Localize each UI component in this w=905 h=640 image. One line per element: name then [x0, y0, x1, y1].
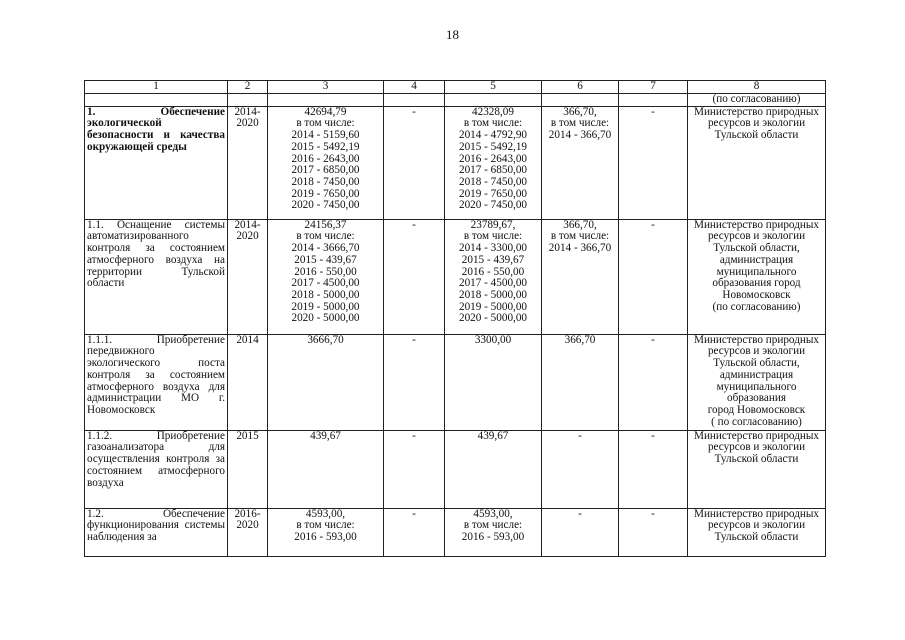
period-line: 2020: [236, 519, 259, 532]
regional-funding-line: 2014 - 3300,00: [458, 242, 528, 255]
responsible-executor-line: Тульской области,: [713, 242, 800, 255]
measure-title-part: 1.1.2. Приобретение: [87, 430, 225, 442]
regional-funding-line: 2016 - 2643,00: [458, 152, 528, 165]
responsible-executor-line: Тульской области: [714, 531, 799, 544]
total-funding-line: 2017 - 4500,00: [291, 277, 360, 290]
header-row: [85, 81, 826, 94]
responsible-executor: [688, 334, 826, 430]
municipal-funding: [542, 106, 619, 219]
period: [228, 508, 268, 556]
responsible-executor-line: образования город: [712, 277, 801, 290]
other-funding: -: [619, 219, 688, 334]
total-funding-line: 2019 - 5000,00: [291, 300, 360, 313]
continuation-note: (по согласованию): [688, 94, 826, 107]
regional-funding: [445, 334, 542, 430]
responsible-executor-line: ресурсов и экологии: [707, 117, 806, 130]
total-funding-line: 24156,37: [304, 219, 347, 231]
period: [228, 334, 268, 430]
measure-title: [85, 334, 228, 430]
period-line: 2020: [236, 117, 259, 130]
municipal-funding-line: 366,70: [564, 334, 596, 346]
regional-funding-line: 2017 - 4500,00: [458, 277, 528, 290]
period: [228, 430, 268, 508]
header-cell: 4: [384, 81, 445, 94]
total-funding-line: 4593,00,: [305, 508, 346, 520]
responsible-executor-line: Новомосковск: [722, 288, 791, 301]
total-funding-line: 2016 - 550,00: [294, 265, 357, 278]
header-cell: 5: [445, 81, 542, 94]
header-cell: 6: [542, 81, 619, 94]
regional-funding-line: в том числе:: [463, 519, 523, 532]
measure-title-part: безопасности: [87, 129, 154, 142]
total-funding-line: 2017 - 6850,00: [291, 164, 360, 177]
total-funding-line: 439,67: [310, 430, 341, 442]
table-row: [85, 219, 826, 334]
responsible-executor-line: образования: [726, 392, 786, 405]
regional-funding-line: 2018 - 7450,00: [458, 175, 528, 188]
federal-funding: -: [384, 106, 445, 219]
measure-title-part: на территории Тульской: [87, 253, 225, 278]
measure-title-part: качества окружающей: [87, 129, 225, 153]
responsible-executor-line: Министерство природных: [694, 334, 819, 346]
measure-title-part: функционирования: [87, 519, 179, 532]
responsible-executor-line: муниципального: [716, 265, 797, 278]
total-funding-line: 2014 - 5159,60: [291, 129, 360, 142]
responsible-executor-line: администрация: [719, 253, 794, 266]
regional-funding: [445, 508, 542, 556]
measure-title-part: контроля за состоянием: [87, 242, 225, 255]
responsible-executor-line: Министерство природных: [694, 508, 819, 520]
municipal-funding-line: в том числе:: [550, 230, 610, 243]
period-line: 2016-: [234, 508, 261, 520]
regional-funding-line: 2014 - 4792,90: [458, 129, 528, 142]
municipal-funding-line: 2014 - 366,70: [548, 129, 612, 142]
total-funding-line: 42694,79: [304, 106, 347, 118]
responsible-executor-line: Тульской области: [714, 129, 799, 142]
regional-funding-line: 2020 - 7450,00: [458, 199, 528, 212]
total-funding-line: 3666,70: [307, 334, 344, 346]
period-line: 2014-: [234, 219, 261, 231]
responsible-executor-line: Тульской области: [714, 453, 799, 466]
responsible-executor-line: Министерство природных: [694, 219, 819, 231]
total-funding-line: в том числе:: [296, 117, 355, 130]
measure-title-part: 1.2. Обеспечение: [87, 508, 225, 520]
measure-title-part: атмосферного воздуха: [87, 464, 225, 489]
table-row: [85, 508, 826, 556]
regional-funding-line: 2015 - 5492,19: [458, 140, 528, 153]
responsible-executor: [688, 508, 826, 556]
measure-title-part: экологической: [87, 117, 162, 130]
measure-title-part: и: [163, 129, 170, 142]
total-funding-line: 2020 - 7450,00: [291, 199, 360, 212]
federal-funding: -: [384, 430, 445, 508]
period-line: 2015: [236, 430, 259, 442]
regional-funding-line: 3300,00: [474, 334, 512, 346]
measure-title-part: для администрации МО: [87, 380, 225, 405]
measure-title-part: контроля за состоянием: [87, 453, 225, 477]
responsible-executor-line: Министерство природных: [694, 106, 819, 118]
responsible-executor-line: ресурсов и экологии: [707, 345, 806, 358]
total-funding-line: 2016 - 2643,00: [291, 152, 360, 165]
federal-funding: -: [384, 219, 445, 334]
measure-title: [85, 219, 228, 334]
period-line: 2014-: [234, 106, 261, 118]
header-cell: 8: [688, 81, 826, 94]
measure-title-part: автоматизированного: [87, 230, 189, 243]
municipal-funding: [542, 334, 619, 430]
federal-funding: -: [384, 508, 445, 556]
header-cell: 1: [85, 81, 228, 94]
measure-title: [85, 508, 228, 556]
total-funding-line: 2016 - 593,00: [294, 531, 357, 544]
total-funding-line: 2014 - 3666,70: [291, 242, 360, 255]
regional-funding-line: 42328,09: [472, 106, 514, 118]
responsible-executor-line: муниципального: [716, 380, 797, 393]
total-funding-line: 2018 - 5000,00: [291, 288, 360, 301]
measure-title-part: 1.: [87, 106, 96, 118]
municipal-funding-line: в том числе:: [550, 117, 610, 130]
regional-funding-line: 2017 - 6850,00: [458, 164, 528, 177]
municipal-funding-line: 366,70,: [563, 106, 597, 118]
other-funding: -: [619, 106, 688, 219]
program-table: [84, 80, 826, 557]
regional-funding-line: 23789,67,: [470, 219, 516, 231]
regional-funding-line: в том числе:: [463, 230, 523, 243]
measure-title-part: области: [87, 277, 125, 290]
table-row: [85, 106, 826, 219]
responsible-executor: [688, 219, 826, 334]
regional-funding-line: 2016 - 550,00: [461, 265, 525, 278]
header-cell: 7: [619, 81, 688, 94]
header-cell: 2: [228, 81, 268, 94]
continuation-row: [85, 94, 826, 107]
total-funding-line: 2019 - 7650,00: [291, 187, 360, 200]
measure-title-part: Обеспечение: [160, 106, 225, 118]
responsible-executor-line: ( по согласованию): [711, 415, 802, 428]
measure-title-part: осуществления: [87, 453, 160, 466]
period: [228, 106, 268, 219]
other-funding: -: [619, 334, 688, 430]
measure-title-part: среды: [156, 140, 187, 153]
federal-funding: -: [384, 334, 445, 430]
municipal-funding-line: 366,70,: [563, 219, 597, 231]
measure-title-part: 1.1.1. Приобретение: [87, 334, 225, 346]
municipal-funding: [542, 219, 619, 334]
responsible-executor-line: Министерство природных: [694, 430, 819, 442]
other-funding: -: [619, 508, 688, 556]
regional-funding-line: 4593,00,: [473, 508, 513, 520]
regional-funding: [445, 430, 542, 508]
regional-funding-line: 2020 - 5000,00: [458, 312, 528, 325]
measure-title: [85, 430, 228, 508]
responsible-executor-line: ресурсов и экологии: [707, 230, 806, 243]
total-funding: [268, 508, 384, 556]
regional-funding-line: 439,67: [477, 430, 509, 442]
measure-title-part: системы: [184, 219, 225, 231]
regional-funding-line: 2018 - 5000,00: [458, 288, 528, 301]
table-row: [85, 334, 826, 430]
regional-funding: [445, 219, 542, 334]
measure-title-part: передвижного: [87, 345, 155, 358]
responsible-executor-line: ресурсов и экологии: [707, 441, 806, 454]
responsible-executor-line: город Новомосковск: [707, 403, 806, 416]
responsible-executor: [688, 430, 826, 508]
measure-title-part: газоанализатора для: [87, 441, 225, 454]
municipal-funding-line: 2014 - 366,70: [548, 242, 612, 255]
regional-funding-line: в том числе:: [463, 117, 523, 130]
municipal-funding: [542, 430, 619, 508]
regional-funding-line: 2016 - 593,00: [461, 531, 525, 544]
total-funding-line: в том числе:: [296, 519, 355, 532]
measure-title-part: экологического поста: [87, 357, 225, 370]
regional-funding-line: 2019 - 5000,00: [458, 300, 528, 313]
other-funding: -: [619, 430, 688, 508]
total-funding-line: 2018 - 7450,00: [291, 175, 360, 188]
responsible-executor-line: ресурсов и экологии: [707, 519, 806, 532]
total-funding: [268, 430, 384, 508]
municipal-funding-line: -: [578, 508, 582, 520]
measure-title-part: контроля за состоянием: [87, 368, 225, 381]
total-funding-line: 2015 - 439,67: [294, 253, 357, 266]
total-funding: [268, 106, 384, 219]
period-line: 2014: [236, 334, 259, 346]
measure-title-part: атмосферного воздуха: [87, 253, 203, 266]
total-funding-line: 2015 - 5492,19: [291, 140, 360, 153]
measure-title: [85, 106, 228, 219]
total-funding: [268, 219, 384, 334]
table-row: [85, 430, 826, 508]
responsible-executor-line: администрация: [719, 368, 794, 381]
municipal-funding: [542, 508, 619, 556]
total-funding-line: в том числе:: [296, 230, 355, 243]
period-line: 2020: [236, 230, 259, 243]
regional-funding-line: 2019 - 7650,00: [458, 187, 528, 200]
responsible-executor-line: Тульской области,: [713, 357, 800, 370]
header-cell: 3: [268, 81, 384, 94]
responsible-executor-line: (по согласованию): [712, 300, 801, 313]
total-funding-line: 2020 - 5000,00: [291, 312, 360, 325]
period: [228, 219, 268, 334]
measure-title-part: системы наблюдения за: [87, 519, 225, 544]
regional-funding-line: 2015 - 439,67: [461, 253, 525, 266]
measure-title-part: г. Новомосковск: [87, 392, 225, 416]
total-funding: [268, 334, 384, 430]
measure-title-part: 1.1. Оснащение: [87, 219, 172, 231]
responsible-executor: [688, 106, 826, 219]
page-number: 18: [446, 27, 459, 42]
municipal-funding-line: -: [578, 430, 582, 442]
measure-title-part: атмосферного воздуха: [87, 380, 200, 393]
regional-funding: [445, 106, 542, 219]
